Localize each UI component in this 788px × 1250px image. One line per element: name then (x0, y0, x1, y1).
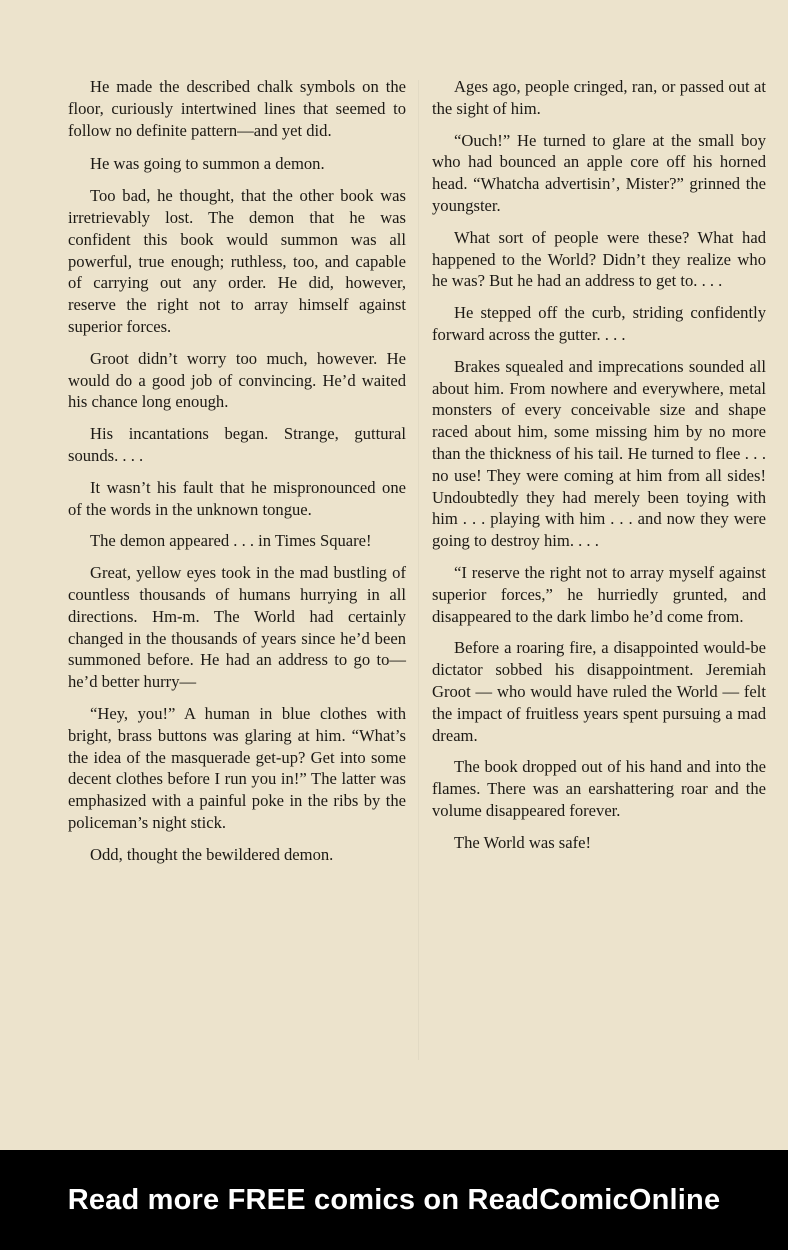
paragraph: The World was safe! (454, 832, 592, 852)
left-text-column (68, 76, 406, 876)
paragraph: It wasn’t his fault that he mispronounced one of the words in the unknown tongue. (68, 477, 406, 519)
paragraph: He stepped off the curb, striding confidently forward across the gutter. . . . (432, 303, 766, 344)
paragraph: The demon appeared . . . in Times Square! (90, 531, 372, 551)
paragraph: “Ouch!” He turned to glare at the small boy who had bounced an apple core off his horned head. “Whatcha advertisin’, Mister?” grinned the youngster. (432, 130, 766, 215)
promo-banner-text[interactable]: Read more FREE comics on ReadComicOnline (67, 1183, 721, 1216)
paragraph: He was going to summon a demon. (90, 154, 325, 174)
column-divider (418, 80, 419, 1060)
paragraph: His incantations began. Strange, guttural sounds. . . . (68, 424, 406, 465)
promo-banner[interactable] (0, 1150, 788, 1250)
paragraph: The book dropped out of his hand and into the flames. There was an earshattering roar and the volume disappeared forever. (432, 757, 766, 820)
paragraph: “Hey, you!” A human in blue clothes with bright, brass buttons was glaring at him. “What’s the idea of the masquerade get-up? Get into some decent clothes before I run you in!” The latter was emphasized with a painful poke in the ribs by the policeman’s night stick. (68, 703, 406, 832)
paragraph: He made the described chalk symbols on the floor, curiously intertwined lines that seemed to follow no definite pattern—and yet did. (68, 77, 406, 140)
paragraph: Before a roaring fire, a disappointed would-be dictator sobbed his disappointment. Jeremiah Groot — who would have ruled the World — felt the impact of fruitless years spent pursuing a mad dream. (432, 638, 766, 745)
paragraph: What sort of people were these? What had happened to the World? Didn’t they realize who he was? But he had an address to get to. . . . (432, 227, 766, 291)
paragraph: “I reserve the right not to array myself against superior forces,” he hurriedly grunted, and disappeared to the dark limbo he’d come from. (432, 562, 766, 626)
paragraph: Too bad, he thought, that the other book was irretrievably lost. The demon that he was confident this book would summon was all powerful, true enough; ruthless, too, and capable of carrying out any order. He did, however, reserve the right not to array himself against superior forces. (68, 186, 406, 336)
paragraph: Brakes squealed and imprecations sounded all about him. From nowhere and everywhere, metal monsters of every conceivable size and shape raced about him, some missing him by no more than the thickness of his tail. He turned to flee . . . no use! They were coming at him from all sides! Undoubtedly they had merely been toying with him . . . playing with him . . . and now they were going to destroy him. . . . (432, 356, 766, 551)
right-text-column (432, 76, 766, 864)
paragraph: Ages ago, people cringed, ran, or passed out at the sight of him. (432, 77, 766, 118)
paragraph: Great, yellow eyes took in the mad bustling of countless thousands of humans hurrying in all directions. Hm-m. The World had certainly changed in the thousands of years since he’d been summoned before. He had an address to go to—he’d better hurry— (68, 563, 406, 692)
paragraph: Odd, thought the bewildered demon. (90, 844, 334, 864)
paragraph: Groot didn’t worry too much, however. He would do a good job of convincing. He’d waited his chance long enough. (68, 348, 406, 412)
